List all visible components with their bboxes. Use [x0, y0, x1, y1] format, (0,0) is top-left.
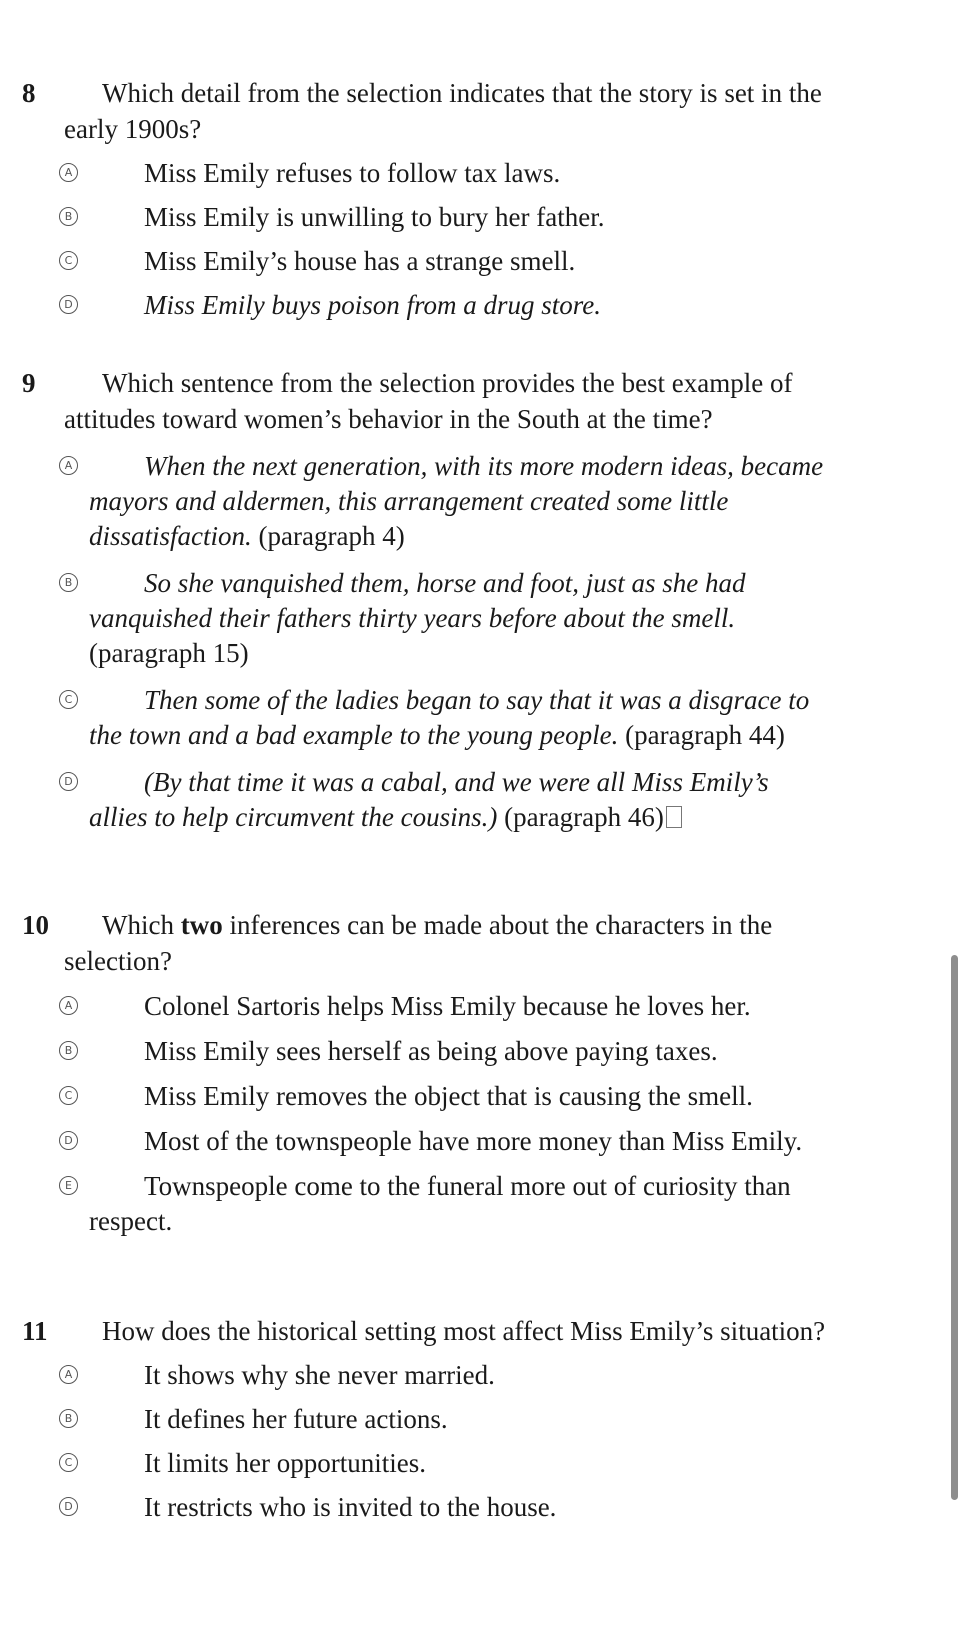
- choice-text: Townspeople come to the funeral more out of curiosity than respect.: [89, 1171, 791, 1236]
- choice-text: [89, 765, 830, 835]
- choice-text: It shows why she never married.: [144, 1360, 495, 1390]
- choice-quote: Then some of the ladies began to say that it was a disgrace to the town and a bad example to the young people.: [89, 685, 810, 750]
- question-number: 11: [22, 1316, 48, 1346]
- question-stem: [0, 75, 900, 147]
- choice-citation: (paragraph 44): [618, 720, 785, 750]
- choice-text: [89, 449, 830, 554]
- question-stem: [0, 1313, 900, 1349]
- choice-text: Most of the townspeople have more money than Miss Emily.: [144, 1126, 803, 1156]
- question-stem: [0, 365, 900, 437]
- choice-text: Colonel Sartoris helps Miss Emily because he loves her.: [144, 991, 751, 1021]
- answer-choice-a[interactable]: [0, 989, 900, 1024]
- choice-letter-a-icon: A: [59, 1365, 78, 1384]
- choice-text: Miss Emily sees herself as being above paying taxes.: [144, 1036, 718, 1066]
- answer-choice-c[interactable]: [0, 1079, 900, 1114]
- choice-letter-a-icon: A: [59, 456, 78, 475]
- answer-choice-b[interactable]: [0, 566, 900, 671]
- question-text-part: Which: [102, 910, 181, 940]
- choice-quote: When the next generation, with its more modern ideas, became mayors and aldermen, this arrangement created some little dissatisfaction.: [89, 451, 824, 551]
- choice-letter-d-icon: D: [59, 772, 78, 791]
- answer-choice-b[interactable]: [0, 1402, 900, 1437]
- choice-text: Miss Emily refuses to follow tax laws.: [144, 158, 561, 188]
- missing-glyph-icon: [666, 806, 682, 828]
- question-stem: [0, 907, 900, 979]
- answer-choice-d[interactable]: [0, 288, 900, 323]
- choice-letter-a-icon: A: [59, 163, 78, 182]
- question-number: 8: [22, 78, 36, 108]
- choice-letter-b-icon: B: [59, 573, 78, 592]
- choice-letter-e-icon: E: [59, 1176, 78, 1195]
- choice-quote: So she vanquished them, horse and foot, just as she had vanquished their fathers thirty years before about the smell.: [89, 568, 746, 633]
- choice-letter-c-icon: C: [59, 1453, 78, 1472]
- choice-letter-d-icon: D: [59, 1497, 78, 1516]
- choice-text: Miss Emily removes the object that is causing the smell.: [144, 1081, 753, 1111]
- choice-letter-a-icon: A: [59, 996, 78, 1015]
- question-text-emphasis: two: [180, 910, 223, 940]
- choice-letter-b-icon: B: [59, 1409, 78, 1428]
- answer-choice-d[interactable]: [0, 1490, 900, 1525]
- choice-letter-d-icon: D: [59, 295, 78, 314]
- choice-letter-c-icon: C: [59, 1086, 78, 1105]
- question-8: [0, 75, 900, 323]
- choice-text: Miss Emily is unwilling to bury her father.: [144, 202, 605, 232]
- choice-text: It limits her opportunities.: [144, 1448, 426, 1478]
- question-text: Which detail from the selection indicates that the story is set in the early 1900s?: [64, 78, 822, 144]
- choice-text: [89, 683, 830, 753]
- choice-letter-b-icon: B: [59, 207, 78, 226]
- answer-choice-d[interactable]: [0, 765, 900, 835]
- choice-text: [89, 566, 830, 671]
- choice-text: Miss Emily’s house has a strange smell.: [144, 246, 576, 276]
- choice-citation: (paragraph 15): [89, 638, 249, 668]
- question-11: [0, 1313, 900, 1525]
- choice-letter-b-icon: B: [59, 1041, 78, 1060]
- question-9: [0, 365, 900, 835]
- question-text: [64, 907, 860, 979]
- choice-citation: (paragraph 46): [497, 802, 664, 832]
- answer-choice-c[interactable]: [0, 683, 900, 753]
- choice-letter-c-icon: C: [59, 690, 78, 709]
- vertical-scrollbar[interactable]: [951, 955, 958, 1500]
- choice-text: It restricts who is invited to the house.: [144, 1492, 557, 1522]
- answer-choice-a[interactable]: [0, 449, 900, 554]
- answer-choice-b[interactable]: [0, 200, 900, 235]
- choice-letter-c-icon: C: [59, 251, 78, 270]
- question-text: Which sentence from the selection provides the best example of attitudes toward women’s behavior in the South at the time?: [64, 368, 793, 434]
- choice-letter-d-icon: D: [59, 1131, 78, 1150]
- answer-choice-a[interactable]: [0, 156, 900, 191]
- answer-choice-b[interactable]: [0, 1034, 900, 1069]
- question-text: How does the historical setting most affect Miss Emily’s situation?: [102, 1316, 826, 1346]
- question-number: 10: [22, 910, 49, 940]
- choice-text: Miss Emily buys poison from a drug store.: [144, 290, 601, 320]
- question-number: 9: [22, 368, 36, 398]
- answer-choice-c[interactable]: [0, 244, 900, 279]
- answer-choice-d[interactable]: [0, 1124, 900, 1159]
- choice-text: It defines her future actions.: [144, 1404, 448, 1434]
- answer-choice-c[interactable]: [0, 1446, 900, 1481]
- question-10: [0, 907, 900, 1239]
- choice-quote: (By that time it was a cabal, and we were all Miss Emily’s allies to help circumvent the cousins.): [89, 767, 769, 832]
- answer-choice-e[interactable]: [0, 1169, 900, 1239]
- answer-choice-a[interactable]: [0, 1358, 900, 1393]
- choice-citation: (paragraph 4): [251, 521, 405, 551]
- question-text-part: inferences can be made about the characters in the selection?: [64, 910, 773, 976]
